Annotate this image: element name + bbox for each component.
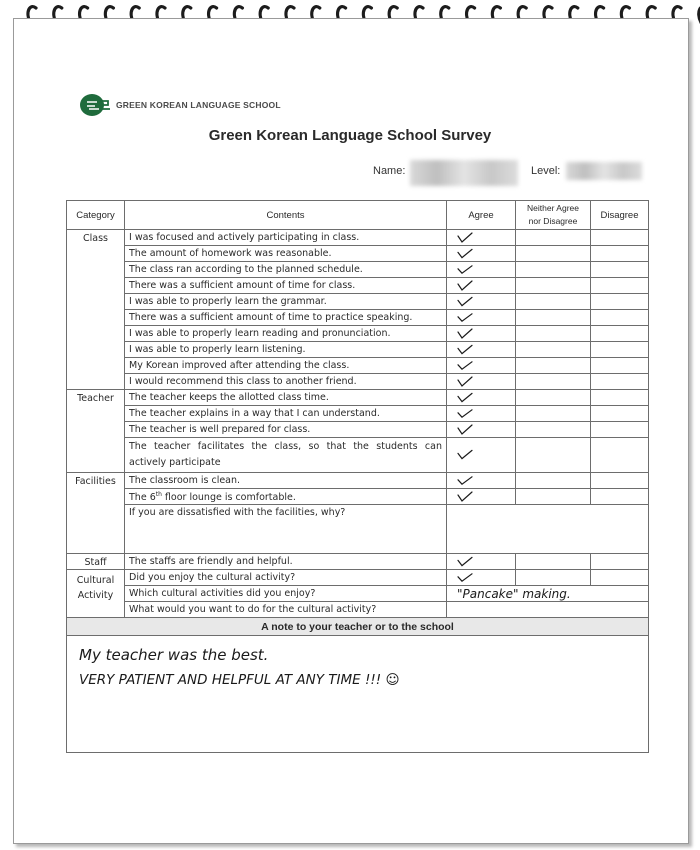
table-row bbox=[67, 342, 649, 358]
survey-question: I was focused and actively participating in class. bbox=[125, 230, 447, 246]
table-row bbox=[67, 390, 649, 406]
table-row bbox=[67, 374, 649, 390]
survey-question: I would recommend this class to another friend. bbox=[125, 374, 447, 390]
neither-cell[interactable] bbox=[516, 358, 591, 374]
category-cultural-activity bbox=[67, 570, 125, 618]
agree-cell[interactable] bbox=[447, 294, 516, 310]
note-line: VERY PATIENT AND HELPFUL AT ANY TIME !!! ☺ bbox=[79, 672, 400, 688]
survey-question: I was able to properly learn reading and pronunciation. bbox=[125, 326, 447, 342]
disagree-cell[interactable] bbox=[591, 230, 649, 246]
neither-cell[interactable] bbox=[516, 422, 591, 438]
neither-cell[interactable] bbox=[516, 262, 591, 278]
school-logo-icon bbox=[80, 93, 114, 117]
agree-cell[interactable] bbox=[447, 390, 516, 406]
table-header-row bbox=[67, 201, 649, 230]
check-mark-icon bbox=[457, 328, 473, 340]
check-mark-icon bbox=[457, 408, 473, 420]
check-mark-icon bbox=[457, 424, 473, 436]
neither-cell[interactable] bbox=[516, 489, 591, 505]
disagree-cell[interactable] bbox=[591, 278, 649, 294]
table-row bbox=[67, 406, 649, 422]
neither-cell[interactable] bbox=[516, 246, 591, 262]
table-row bbox=[67, 489, 649, 505]
disagree-cell[interactable] bbox=[591, 310, 649, 326]
agree-cell[interactable] bbox=[447, 342, 516, 358]
table-row bbox=[67, 230, 649, 246]
survey-question: Which cultural activities did you enjoy? bbox=[125, 586, 447, 602]
survey-question: My Korean improved after attending the class. bbox=[125, 358, 447, 374]
agree-cell[interactable] bbox=[447, 230, 516, 246]
disagree-cell[interactable] bbox=[591, 246, 649, 262]
neither-cell[interactable] bbox=[516, 326, 591, 342]
disagree-cell[interactable] bbox=[591, 438, 649, 473]
check-mark-icon bbox=[457, 264, 473, 276]
check-mark-icon bbox=[457, 248, 473, 260]
survey-question: The teacher facilitates the class, so that the students can actively participate bbox=[125, 438, 447, 473]
neither-cell[interactable] bbox=[516, 310, 591, 326]
survey-question: The class ran according to the planned schedule. bbox=[125, 262, 447, 278]
neither-cell[interactable] bbox=[516, 278, 591, 294]
table-row bbox=[67, 618, 649, 636]
neither-cell[interactable] bbox=[516, 406, 591, 422]
table-row bbox=[67, 262, 649, 278]
category-class: Class bbox=[67, 230, 125, 390]
disagree-cell[interactable] bbox=[591, 489, 649, 505]
agree-cell[interactable] bbox=[447, 473, 516, 489]
lounge-question: The 6th floor lounge is comfortable. bbox=[129, 490, 296, 503]
survey-question: I was able to properly learn the grammar. bbox=[125, 294, 447, 310]
agree-cell[interactable] bbox=[447, 489, 516, 505]
agree-cell[interactable] bbox=[447, 570, 516, 586]
survey-question: The classroom is clean. bbox=[125, 473, 447, 489]
disagree-cell[interactable] bbox=[591, 422, 649, 438]
check-mark-icon bbox=[457, 475, 473, 487]
neither-cell[interactable] bbox=[516, 342, 591, 358]
survey-question: The amount of homework was reasonable. bbox=[125, 246, 447, 262]
level-redacted bbox=[566, 162, 642, 180]
cultural-activity-answer[interactable]: "Pancake" making. bbox=[447, 586, 649, 602]
disagree-cell[interactable] bbox=[591, 390, 649, 406]
table-row bbox=[67, 602, 649, 618]
agree-cell[interactable] bbox=[447, 406, 516, 422]
table-row bbox=[67, 358, 649, 374]
agree-cell[interactable] bbox=[447, 278, 516, 294]
check-mark-icon bbox=[457, 392, 473, 404]
disagree-cell[interactable] bbox=[591, 342, 649, 358]
survey-question bbox=[125, 489, 447, 505]
neither-cell[interactable] bbox=[516, 554, 591, 570]
survey-table bbox=[66, 200, 649, 753]
facilities-comment-field[interactable] bbox=[447, 505, 649, 554]
disagree-cell[interactable] bbox=[591, 406, 649, 422]
name-label: Name: bbox=[373, 165, 406, 177]
agree-cell[interactable] bbox=[447, 554, 516, 570]
check-mark-icon bbox=[457, 344, 473, 356]
disagree-cell[interactable] bbox=[591, 262, 649, 278]
survey-question: I was able to properly learn listening. bbox=[125, 342, 447, 358]
check-mark-icon bbox=[457, 449, 473, 461]
check-mark-icon bbox=[457, 491, 473, 503]
check-mark-icon bbox=[457, 312, 473, 324]
check-mark-icon bbox=[457, 376, 473, 388]
category-staff: Staff bbox=[67, 554, 125, 570]
category-facilities: Facilities bbox=[67, 473, 125, 554]
table-row bbox=[67, 586, 649, 602]
agree-header: Agree bbox=[447, 201, 516, 230]
level-label: Level: bbox=[531, 165, 561, 177]
disagree-cell[interactable] bbox=[591, 570, 649, 586]
table-row bbox=[67, 294, 649, 310]
note-header: A note to your teacher or to the school bbox=[67, 618, 649, 636]
category-teacher: Teacher bbox=[67, 390, 125, 473]
check-mark-icon bbox=[457, 556, 473, 568]
table-row bbox=[67, 310, 649, 326]
table-row bbox=[67, 570, 649, 586]
table-row bbox=[67, 422, 649, 438]
disagree-cell[interactable] bbox=[591, 294, 649, 310]
check-mark-icon bbox=[457, 572, 473, 584]
agree-cell[interactable] bbox=[447, 246, 516, 262]
neither-cell[interactable] bbox=[516, 390, 591, 406]
neither-header: Neither Agree nor Disagree bbox=[516, 201, 591, 230]
check-mark-icon bbox=[457, 296, 473, 308]
contents-header: Contents bbox=[125, 201, 447, 230]
agree-cell[interactable] bbox=[447, 262, 516, 278]
survey-question: There was a sufficient amount of time for class. bbox=[125, 278, 447, 294]
survey-question: The teacher is well prepared for class. bbox=[125, 422, 447, 438]
survey-title: Green Korean Language School Survey bbox=[208, 127, 492, 144]
survey-question: If you are dissatisfied with the facilities, why? bbox=[125, 505, 447, 554]
neither-cell[interactable] bbox=[516, 230, 591, 246]
check-mark-icon bbox=[457, 360, 473, 372]
table-row bbox=[67, 278, 649, 294]
survey-question: What would you want to do for the cultural activity? bbox=[125, 602, 447, 618]
survey-question: The teacher keeps the allotted class time. bbox=[125, 390, 447, 406]
agree-cell[interactable] bbox=[447, 326, 516, 342]
check-mark-icon bbox=[457, 232, 473, 244]
disagree-cell[interactable] bbox=[591, 473, 649, 489]
category-cultural-label: Cultural bbox=[76, 575, 115, 586]
agree-cell[interactable] bbox=[447, 358, 516, 374]
check-mark-icon bbox=[457, 280, 473, 292]
school-logo bbox=[80, 93, 281, 117]
survey-question: There was a sufficient amount of time to practice speaking. bbox=[125, 310, 447, 326]
category-header: Category bbox=[67, 201, 125, 230]
disagree-cell[interactable] bbox=[591, 326, 649, 342]
neither-cell[interactable] bbox=[516, 570, 591, 586]
agree-cell[interactable] bbox=[447, 374, 516, 390]
category-activity-label: Activity bbox=[77, 590, 114, 601]
survey-question: The teacher explains in a way that I can understand. bbox=[125, 406, 447, 422]
table-row bbox=[67, 554, 649, 570]
table-row bbox=[67, 505, 649, 554]
table-row bbox=[67, 473, 649, 489]
disagree-cell[interactable] bbox=[591, 374, 649, 390]
school-logo-text: GREEN KOREAN LANGUAGE SCHOOL bbox=[116, 100, 281, 110]
agree-cell[interactable] bbox=[447, 438, 516, 473]
table-row bbox=[67, 326, 649, 342]
cultural-wish-field[interactable] bbox=[447, 602, 649, 618]
note-field[interactable] bbox=[67, 636, 649, 753]
name-redacted bbox=[410, 160, 518, 186]
neither-cell[interactable] bbox=[516, 473, 591, 489]
agree-cell[interactable] bbox=[447, 310, 516, 326]
note-line: My teacher was the best. bbox=[79, 646, 269, 664]
disagree-cell[interactable] bbox=[591, 554, 649, 570]
neither-cell[interactable] bbox=[516, 438, 591, 473]
agree-cell[interactable] bbox=[447, 422, 516, 438]
survey-question: Did you enjoy the cultural activity? bbox=[125, 570, 447, 586]
table-row bbox=[67, 438, 649, 473]
table-row bbox=[67, 636, 649, 753]
survey-question: The staffs are friendly and helpful. bbox=[125, 554, 447, 570]
neither-cell[interactable] bbox=[516, 374, 591, 390]
table-row bbox=[67, 246, 649, 262]
disagree-cell[interactable] bbox=[591, 358, 649, 374]
neither-cell[interactable] bbox=[516, 294, 591, 310]
disagree-header: Disagree bbox=[591, 201, 649, 230]
